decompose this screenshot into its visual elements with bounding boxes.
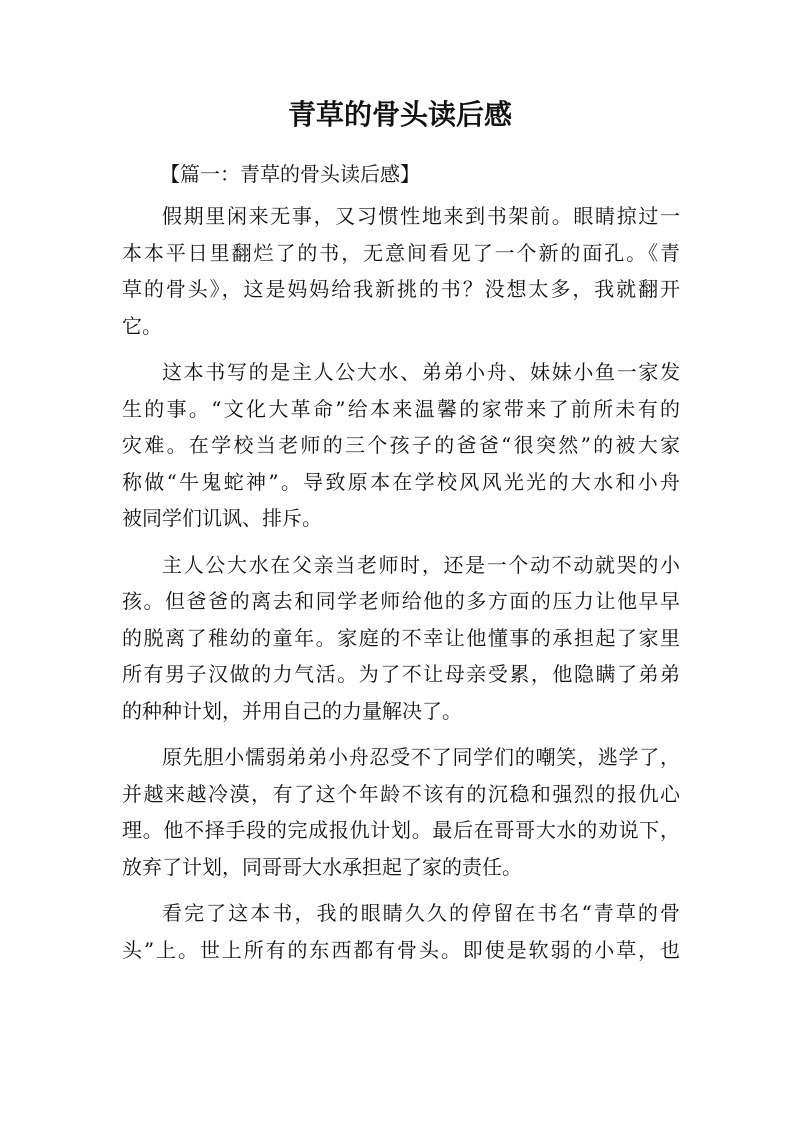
paragraph-line: 所有男子汉做的力气活。为了不让母亲受累，他隐瞒了弟弟	[122, 662, 680, 686]
paragraph-line: 这本书写的是主人公大水、弟弟小舟、妹妹小鱼一家发	[162, 360, 680, 384]
paragraph-line: 并越来越冷漠，有了这个年龄不该有的沉稳和强烈的报仇心	[122, 781, 680, 806]
paragraph-line: 理。他不择手段的完成报仇计划。最后在哥哥大水的劝说下，	[122, 818, 680, 842]
paragraph-2	[122, 354, 680, 537]
paragraph-line: 看完了这本书，我的眼睛久久的停留在书名“青草的骨	[162, 901, 680, 925]
paragraph-line: 原先胆小懦弱弟弟小舟忍受不了同学们的嘲笑，逃学了，	[162, 745, 680, 769]
paragraph-line: 被同学们讥讽、排斥。	[122, 506, 322, 530]
paragraph-line: 的脱离了稚幼的童年。家庭的不幸让他懂事的承担起了家里	[122, 625, 680, 650]
paragraph-line: 的种种计划，并用自己的力量解决了。	[122, 698, 462, 723]
paragraph-line: 它。	[122, 313, 162, 338]
paragraph-5	[122, 895, 680, 968]
paragraph-line: 称做“牛鬼蛇神”。导致原本在学校风风光光的大水和小舟	[122, 469, 680, 494]
paragraph-1	[122, 198, 680, 344]
paragraph-3	[122, 547, 680, 730]
paragraph-line: 假期里闲来无事，又习惯性地来到书架前。眼睛掠过一	[162, 204, 680, 228]
paragraph-line: 头”上。世上所有的东西都有骨头。即使是软弱的小草，也	[122, 937, 680, 962]
paragraph-line: 孩。但爸爸的离去和同学老师给他的多方面的压力让他早早	[122, 589, 680, 613]
paragraph-line: 草的骨头》，这是妈妈给我新挑的书？没想太多，我就翻开	[122, 277, 680, 301]
document-body	[122, 198, 680, 978]
section-heading: 【篇一：青草的骨头读后感】	[160, 162, 420, 186]
paragraph-line: 本本平日里翻烂了的书，无意间看见了一个新的面孔。《青	[122, 240, 680, 265]
paragraph-line: 灾难。在学校当老师的三个孩子的爸爸“很突然”的被大家	[122, 433, 680, 457]
paragraph-4	[122, 739, 680, 885]
paragraph-line: 生的事。“文化大革命”给本来温馨的家带来了前所未有的	[122, 396, 680, 421]
document-title: 青草的骨头读后感	[287, 98, 512, 131]
paragraph-line: 放弃了计划，同哥哥大水承担起了家的责任。	[122, 854, 522, 879]
paragraph-line: 主人公大水在父亲当老师时，还是一个动不动就哭的小	[162, 552, 680, 577]
